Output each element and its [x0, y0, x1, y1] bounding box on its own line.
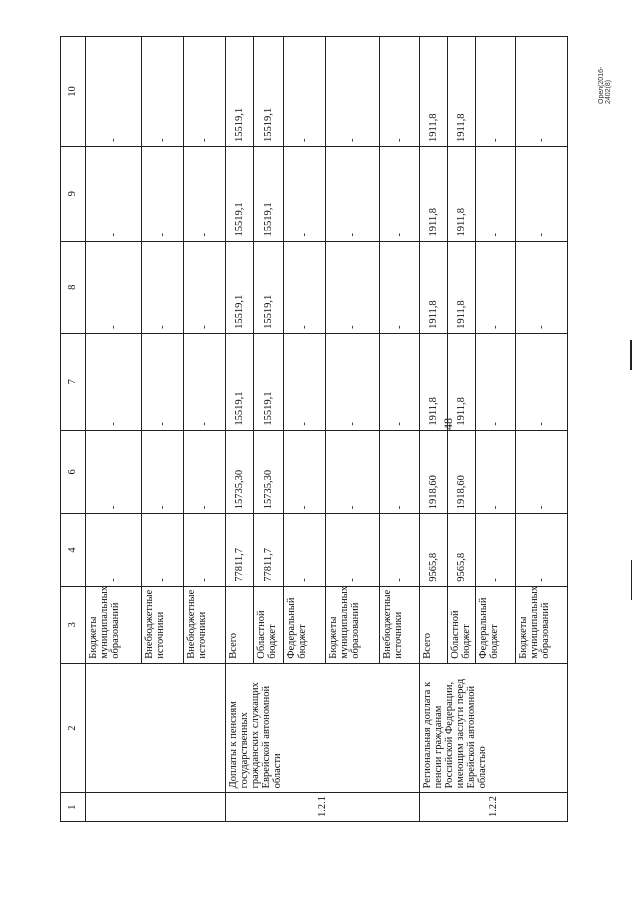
edge-mark — [631, 560, 632, 600]
row-code — [86, 793, 226, 822]
funding-source: Областной бюджет — [448, 586, 476, 663]
page-number: 48 — [441, 418, 455, 430]
row-name — [86, 663, 226, 793]
value-cell: - — [380, 37, 420, 147]
funding-source: Всего — [420, 586, 448, 663]
value-cell: 1911,8 — [448, 333, 476, 430]
value-cell: - — [476, 430, 516, 514]
header-cell: 1 — [61, 793, 86, 822]
value-cell: 1911,8 — [420, 37, 448, 147]
funding-source: Бюджеты муниципальных образований — [86, 586, 142, 663]
table-row — [420, 37, 448, 822]
header-cell: 9 — [61, 147, 86, 242]
value-cell: - — [380, 514, 420, 587]
table-row — [86, 37, 142, 822]
value-cell: 1911,8 — [448, 147, 476, 242]
value-cell: 15519,1 — [226, 333, 254, 430]
value-cell: 1911,8 — [448, 37, 476, 147]
row-code: 1.2.1 — [226, 793, 420, 822]
value-cell: - — [326, 147, 380, 242]
value-cell: 9565,8 — [420, 514, 448, 587]
header-cell: 10 — [61, 37, 86, 147]
value-cell: - — [380, 147, 420, 242]
funding-source: Внебюджетные источники — [142, 586, 184, 663]
value-cell: - — [86, 241, 142, 333]
value-cell: - — [86, 333, 142, 430]
value-cell: - — [284, 241, 326, 333]
value-cell: 15519,1 — [226, 37, 254, 147]
value-cell: - — [516, 241, 568, 333]
value-cell: - — [142, 514, 184, 587]
value-cell: - — [476, 147, 516, 242]
value-cell: - — [184, 37, 226, 147]
funding-source: Внебюджетные источники — [380, 586, 420, 663]
value-cell: 1911,8 — [420, 333, 448, 430]
funding-source: Бюджеты муниципальных образований — [326, 586, 380, 663]
value-cell: - — [184, 147, 226, 242]
value-cell: 1918,60 — [448, 430, 476, 514]
document-code: Орел(2016-2402(8) — [598, 66, 612, 104]
value-cell: - — [476, 514, 516, 587]
value-cell: - — [516, 333, 568, 430]
value-cell: 1918,60 — [420, 430, 448, 514]
header-cell: 2 — [61, 663, 86, 793]
value-cell: - — [516, 37, 568, 147]
funding-source: Внебюджетные источники — [184, 586, 226, 663]
row-name: Региональная доплата к пенсии гражданам Российской Федерации, имеющим заслуги перед Еврейской автономной областью — [420, 663, 568, 793]
value-cell: 15519,1 — [254, 333, 284, 430]
value-cell: 1911,8 — [420, 147, 448, 242]
value-cell: 15519,1 — [226, 241, 254, 333]
funding-source: Федеральный бюджет — [284, 586, 326, 663]
value-cell: - — [142, 430, 184, 514]
value-cell: 77811,7 — [226, 514, 254, 587]
value-cell: - — [142, 333, 184, 430]
table-row — [226, 37, 254, 822]
value-cell: 1911,8 — [448, 241, 476, 333]
funding-source: Бюджеты муниципальных образований — [516, 586, 568, 663]
value-cell: - — [86, 430, 142, 514]
edge-mark — [630, 340, 632, 370]
value-cell: - — [380, 241, 420, 333]
value-cell: 15519,1 — [226, 147, 254, 242]
value-cell: - — [380, 333, 420, 430]
value-cell: - — [284, 430, 326, 514]
header-cell: 7 — [61, 333, 86, 430]
funding-table — [60, 36, 568, 822]
funding-source: Федеральный бюджет — [476, 586, 516, 663]
value-cell: - — [86, 147, 142, 242]
value-cell: - — [184, 430, 226, 514]
value-cell: - — [476, 37, 516, 147]
funding-source: Областной бюджет — [254, 586, 284, 663]
value-cell: - — [326, 514, 380, 587]
value-cell: - — [284, 37, 326, 147]
value-cell: 9565,8 — [448, 514, 476, 587]
row-name: Доплаты к пенсиям государственных гражданских служащих Еврейской автономной области — [226, 663, 420, 793]
value-cell: 15735,30 — [254, 430, 284, 514]
value-cell: - — [142, 37, 184, 147]
value-cell: - — [326, 430, 380, 514]
value-cell: 15519,1 — [254, 147, 284, 242]
value-cell: 77811,7 — [254, 514, 284, 587]
value-cell: - — [284, 147, 326, 242]
value-cell: - — [380, 430, 420, 514]
value-cell: - — [516, 514, 568, 587]
funding-source: Всего — [226, 586, 254, 663]
value-cell: - — [516, 147, 568, 242]
header-row — [61, 37, 86, 822]
value-cell: - — [284, 514, 326, 587]
value-cell: 15519,1 — [254, 37, 284, 147]
value-cell: - — [326, 241, 380, 333]
value-cell: - — [86, 514, 142, 587]
value-cell: - — [86, 37, 142, 147]
rotated-table-container — [60, 36, 560, 822]
value-cell: - — [284, 333, 326, 430]
value-cell: - — [326, 37, 380, 147]
value-cell: - — [184, 514, 226, 587]
value-cell: - — [516, 430, 568, 514]
row-code: 1.2.2 — [420, 793, 568, 822]
value-cell: - — [142, 241, 184, 333]
value-cell: 15519,1 — [254, 241, 284, 333]
header-cell: 6 — [61, 430, 86, 514]
value-cell: 15735,30 — [226, 430, 254, 514]
header-cell: 8 — [61, 241, 86, 333]
value-cell: - — [476, 333, 516, 430]
header-cell: 3 — [61, 586, 86, 663]
value-cell: - — [184, 241, 226, 333]
header-cell: 4 — [61, 514, 86, 587]
value-cell: - — [326, 333, 380, 430]
value-cell: - — [184, 333, 226, 430]
value-cell: 1911,8 — [420, 241, 448, 333]
value-cell: - — [476, 241, 516, 333]
value-cell: - — [142, 147, 184, 242]
